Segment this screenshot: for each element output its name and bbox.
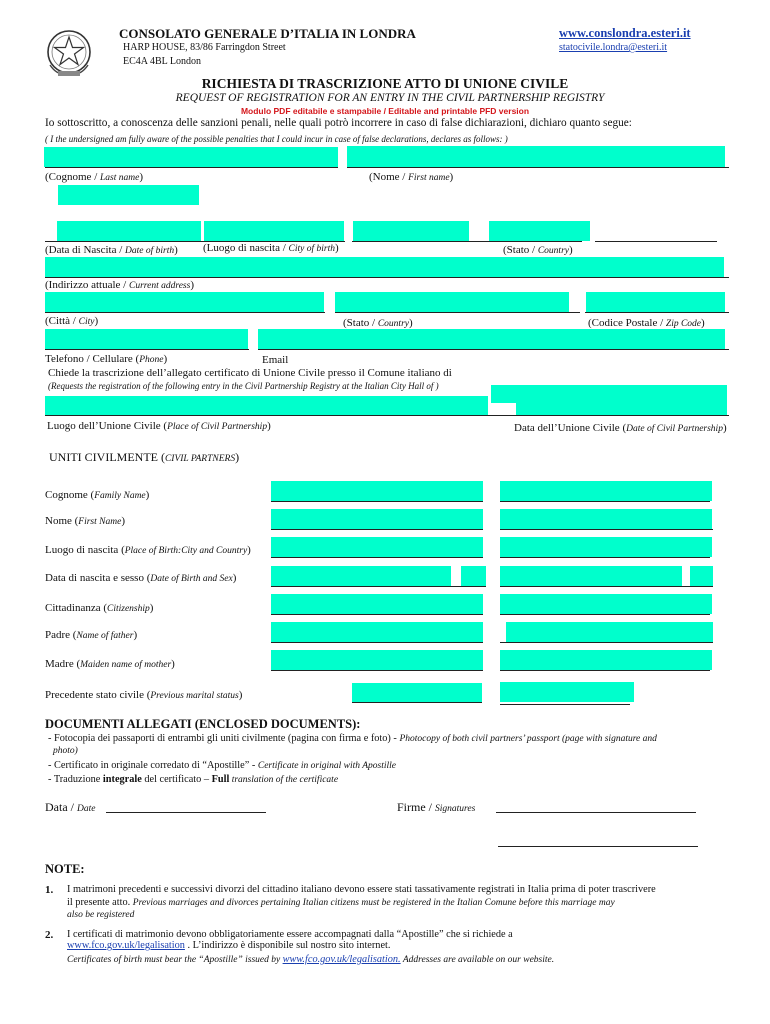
partner1-dob-field[interactable]	[271, 566, 451, 586]
partner2-sex-field[interactable]	[690, 566, 713, 586]
partner1-underline	[352, 702, 482, 703]
date-label: Data dell’Unione Civile (Date of Civil Partnership)	[514, 422, 727, 434]
email-underline	[258, 349, 729, 350]
note-2-number: 2.	[45, 929, 54, 941]
city-underline	[45, 312, 325, 313]
email-field[interactable]	[258, 329, 725, 349]
partner1-underline	[271, 557, 483, 558]
declaration-italian: Io sottoscritto, a conoscenza delle sanzioni penali, nelle quali potrò incorrere in caso di false dichiarazioni, dichiaro quanto segue:	[45, 117, 632, 129]
note-1-line-2: il presente atto. Previous marriages and divorces pertaining Italian citizens must be registered in the Italian Comune before this marriage may	[67, 897, 615, 908]
partner2-name-field[interactable]	[500, 509, 712, 529]
signature-line-2[interactable]	[498, 846, 698, 847]
document-item-1: - Fotocopia dei passaporti di entrambi gli uniti civilmente (pagina con firma e foto) - Photocopy of both civil partners’ passport (page with signature and	[48, 733, 657, 744]
partner1-mother-field[interactable]	[271, 650, 483, 670]
name-field[interactable]	[347, 146, 725, 167]
fco-legalisation-link-2[interactable]: www.fco.gov.uk/legalisation.	[282, 954, 401, 965]
note-1-line-3: also be registered	[67, 910, 135, 920]
emblem-icon	[44, 27, 94, 81]
partner2-underline	[500, 614, 710, 615]
partner2-pob-field[interactable]	[500, 537, 712, 557]
pob-underline	[352, 241, 582, 242]
partner2-underline	[500, 704, 630, 705]
partner-row-label: Madre (Maiden name of mother)	[45, 658, 175, 670]
partner-row-label: Luogo di nascita (Place of Birth:City and Country)	[45, 544, 251, 556]
partner2-father-field[interactable]	[506, 622, 713, 642]
country-label: (Stato / Country)	[503, 244, 573, 256]
partner1-surname-field[interactable]	[271, 481, 483, 501]
phone-field[interactable]	[45, 329, 248, 349]
partner1-citizenship-field[interactable]	[271, 594, 483, 614]
postcode-underline	[585, 312, 729, 313]
city-label: (Città / City)	[45, 315, 99, 327]
partner2-underline	[500, 557, 710, 558]
place-label: Luogo dell’Unione Civile (Place of Civil Partnership)	[47, 420, 271, 432]
place-field[interactable]	[45, 396, 488, 415]
partner-row-label: Cognome (Family Name)	[45, 489, 150, 501]
signatures-label: Firme / Signatures	[397, 800, 476, 814]
state-field[interactable]	[335, 292, 569, 312]
partner-row-label: Cittadinanza (Citizenship)	[45, 602, 154, 614]
signature-line-1[interactable]	[496, 812, 696, 813]
country-field[interactable]	[489, 221, 590, 241]
date-signature-label: Data / Date	[45, 800, 96, 814]
note-1-line-1: I matrimoni precedenti e successivi divorzi del cittadino italiano devono essere stati tassativamente registrati in Italia prima di poter trascrivere	[67, 884, 656, 895]
partner2-underline	[500, 586, 713, 587]
state-underline	[335, 312, 580, 313]
note-2-line-3: Certificates of birth must bear the “Apostille” issued by www.fco.gov.uk/legalisation. Addresses are available on our website.	[67, 954, 555, 965]
partner1-status-field[interactable]	[352, 683, 482, 702]
date-signature-line[interactable]	[106, 812, 266, 813]
partner2-citizenship-field[interactable]	[500, 594, 712, 614]
partner1-underline	[271, 586, 486, 587]
website-link[interactable]: www.conslondra.esteri.it	[559, 26, 691, 40]
note-2-line-1: I certificati di matrimonio devono obbligatoriamente essere accompagnati dalla “Apostille” che si richiede a	[67, 929, 513, 940]
request-italian: Chiede la trascrizione dell’allegato certificato di Unione Civile presso il Comune italiano di	[48, 367, 452, 379]
address-label: (Indirizzo attuale / Current address)	[45, 279, 194, 291]
dob-field[interactable]	[57, 221, 201, 241]
consulate-name: CONSOLATO GENERALE D’ITALIA IN LONDRA	[119, 26, 416, 41]
email-label: Email	[262, 354, 289, 366]
name-underline	[347, 167, 729, 168]
place-underline	[45, 415, 515, 416]
partner-row-label: Precedente stato civile (Previous marital status)	[45, 689, 243, 701]
partner1-name-field[interactable]	[271, 509, 483, 529]
surname-label: (Cognome / Last name)	[45, 171, 143, 183]
note-1-number: 1.	[45, 884, 54, 896]
pob-field[interactable]	[204, 221, 344, 241]
partner2-dob-field[interactable]	[500, 566, 682, 586]
partners-heading: UNITI CIVILMENTE (CIVIL PARTNERS)	[49, 450, 240, 464]
postcode-field[interactable]	[586, 292, 725, 312]
partner1-father-field[interactable]	[271, 622, 483, 642]
partner-row-label: Data di nascita e sesso (Date of Birth and Sex)	[45, 572, 237, 584]
pob-label: (Luogo di nascita / City of birth)	[203, 242, 339, 254]
address-underline	[45, 277, 729, 278]
partner2-surname-field[interactable]	[500, 481, 712, 501]
editable-note: Modulo PDF editabile e stampabile / Editable and printable PFD version	[240, 106, 530, 116]
partner2-mother-field[interactable]	[500, 650, 712, 670]
partner1-pob-field[interactable]	[271, 537, 483, 557]
partner2-underline	[500, 501, 710, 502]
address-field[interactable]	[45, 257, 724, 277]
partner1-underline	[271, 642, 483, 643]
email-link[interactable]: statocivile.londra@esteri.it	[559, 42, 668, 53]
document-item-2: - Certificato in originale corredato di “Apostille” - Certificate in original with Apostille	[48, 760, 396, 771]
notes-heading: NOTE:	[45, 862, 85, 876]
document-item-3: - Traduzione integrale del certificato – Full translation of the certificate	[48, 774, 339, 785]
form-title: RICHIESTA DI TRASCRIZIONE ATTO DI UNIONE CIVILE	[201, 76, 569, 91]
note-2-line-2: www.fco.gov.uk/legalisation . L’indirizzo è disponibile sul nostro sito internet.	[67, 940, 391, 951]
partner2-underline	[500, 670, 710, 671]
partner1-underline	[271, 529, 483, 530]
extra-field[interactable]	[58, 185, 199, 205]
pob-field-2[interactable]	[353, 221, 469, 241]
name-label: (Nome / First name)	[369, 171, 454, 183]
surname-field[interactable]	[44, 147, 338, 167]
partner1-sex-field[interactable]	[461, 566, 486, 586]
form-subtitle: REQUEST OF REGISTRATION FOR AN ENTRY IN THE CIVIL PARTNERSHIP REGISTRY	[175, 92, 605, 104]
partner1-underline	[271, 670, 483, 671]
partner1-underline	[271, 614, 483, 615]
fco-legalisation-link[interactable]: www.fco.gov.uk/legalisation	[67, 940, 185, 951]
document-item-1-cont: photo)	[53, 746, 78, 756]
dob-label: (Data di Nascita / Date of birth)	[45, 244, 178, 256]
address-line-1: HARP HOUSE, 83/86 Farringdon Street	[123, 42, 286, 53]
declaration-english: ( I the undersigned am fully aware of the possible penalties that I could incur in case of false declarations, declares as follows: )	[45, 134, 508, 144]
partner-row-label: Padre (Name of father)	[45, 629, 138, 641]
partner2-status-field[interactable]	[500, 682, 634, 702]
date-underline	[515, 415, 729, 416]
address-line-2: EC4A 4BL London	[123, 56, 201, 67]
partner2-underline	[500, 529, 713, 530]
phone-underline	[45, 349, 249, 350]
postcode-label: (Codice Postale / Zip Code)	[588, 317, 705, 329]
request-english: (Requests the registration of the following entry in the Civil Partnership Registry at the Italian City Hall of )	[48, 381, 439, 391]
country-underline	[595, 241, 717, 242]
partner2-underline	[500, 642, 713, 643]
phone-label: Telefono / Cellulare (Phone)	[45, 353, 168, 365]
documents-heading: DOCUMENTI ALLEGATI (ENCLOSED DOCUMENTS):	[45, 717, 361, 731]
partner1-underline	[271, 501, 483, 502]
city-field[interactable]	[45, 292, 324, 312]
date-field[interactable]	[516, 395, 727, 415]
state-label: (Stato / Country)	[343, 317, 413, 329]
surname-underline	[45, 167, 338, 168]
partner-row-label: Nome (First Name)	[45, 515, 125, 527]
